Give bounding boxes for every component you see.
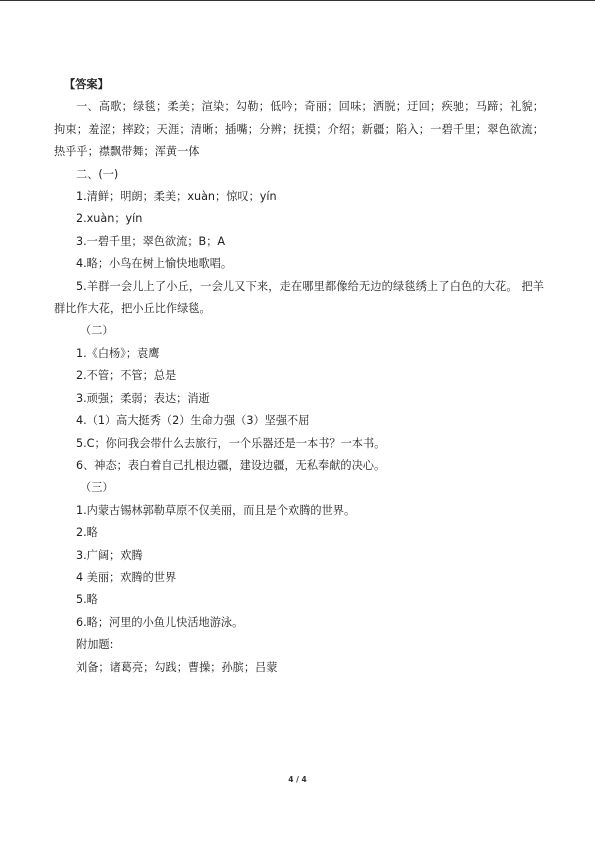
section1-answers: 一、高歌；绿毯；柔美；渲染；勾勒；低吟；奇丽；回味；洒脱；迂回；疾驰；马蹄；礼貌；拘束；羞涩；摔跤；天涯；清晰；插嘴；分辨；抚摸；介绍；新疆；陷入；一碧千里；翠色欲流；热乎乎；襟飘带舞；浑黄一体 bbox=[54, 100, 544, 159]
extra-answer: 刘备；诸葛亮；勾践；曹操；孙膑；吕蒙 bbox=[76, 660, 278, 674]
extra-heading: 附加题: bbox=[76, 638, 114, 652]
answer-line: 5.C；你问我会带什么去旅行，一个乐器还是一本书？一本书。 bbox=[76, 436, 386, 450]
answer-line: 1.内蒙古锡林郭勒草原不仅美丽，而且是个欢腾的世界。 bbox=[76, 503, 356, 517]
page-number: 4 / 4 bbox=[288, 775, 307, 784]
answer-line: 2.略 bbox=[76, 526, 98, 540]
answer-paragraph: 5.羊群一会儿上了小丘，一会儿又下来，走在哪里都像给无边的绿毯绣上了白色的大花。 把羊群比作大花，把小丘比作绿毯。 bbox=[54, 279, 544, 316]
section2-heading: 二、(一) bbox=[76, 167, 119, 181]
answer-line: 4 美丽；欢腾的世界 bbox=[76, 570, 177, 584]
answer-line: 6.略；河里的小鱼儿快活地游泳。 bbox=[76, 615, 244, 629]
part3-heading: （三） bbox=[80, 481, 114, 495]
answer-line: 4.（1）高大挺秀（2）生命力强（3）坚强不屈 bbox=[76, 414, 310, 428]
answer-line: 1.清鲜；明朗；柔美；xuàn；惊叹；yín bbox=[76, 190, 277, 204]
answer-line: 2.xuàn；yín bbox=[76, 212, 143, 226]
answer-line: 1.《白杨》；袁鹰 bbox=[76, 346, 160, 360]
answer-line: 3.顽强；柔弱；表达；消逝 bbox=[76, 391, 210, 405]
answer-line: 4.略；小鸟在树上愉快地歌唱。 bbox=[76, 257, 233, 271]
answer-content bbox=[54, 74, 544, 679]
answer-line: 3.一碧千里；翠色欲流；B；A bbox=[76, 234, 226, 248]
answer-line: 3.广阔；欢腾 bbox=[76, 548, 143, 562]
answer-line: 6、神态；表白着自己扎根边疆，建设边疆，无私奉献的决心。 bbox=[76, 458, 386, 472]
answer-line: 2.不管；不管；总是 bbox=[76, 369, 177, 383]
answers-title: 【答案】 bbox=[64, 78, 109, 91]
part2-heading: （二） bbox=[80, 324, 114, 338]
answer-line: 5.略 bbox=[76, 593, 98, 607]
